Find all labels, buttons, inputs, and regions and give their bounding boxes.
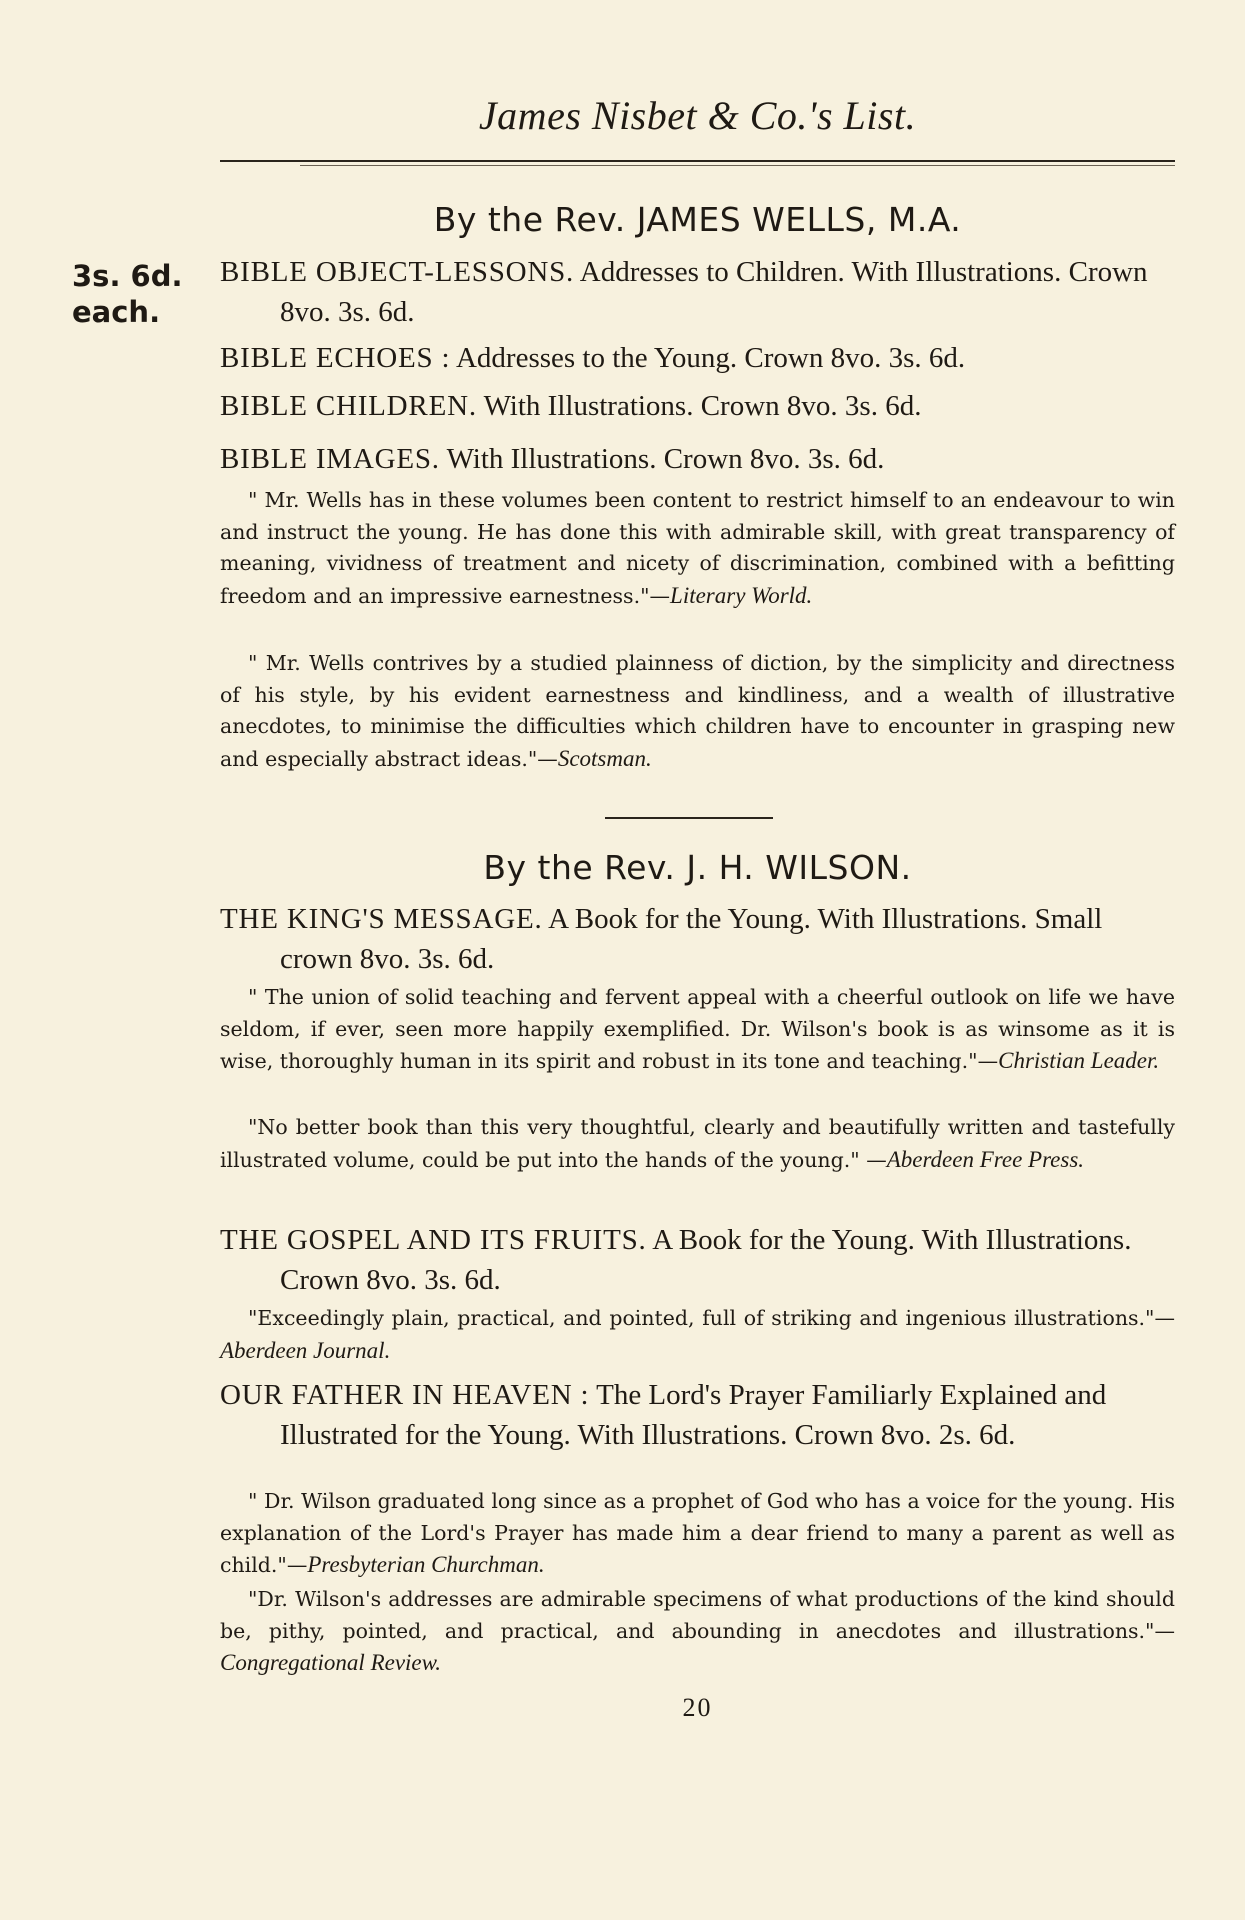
book-title: BIBLE OBJECT-LESSONS.	[220, 256, 575, 288]
margin-price: 3s. 6d.	[72, 259, 183, 293]
book-details: With Illustrations. Crown 8vo. 3s. 6d.	[476, 390, 922, 422]
book-entry	[220, 1375, 1175, 1455]
book-entry	[220, 386, 1175, 426]
quote-text: "Dr. Wilson's addresses are admirable specimens of what productions of the kind should be, pithy, pointed, and practical, and abounding in anecdotes and illustrations."—	[220, 1587, 1175, 1643]
book-details: The Lord's Prayer Familiarly Explained and Illustrated for the Young. With Illustrations. Crown 8vo. 2s. 6d.	[280, 1379, 1107, 1451]
book-entry	[220, 1220, 1175, 1300]
margin-each: each.	[72, 295, 161, 329]
review-quote	[220, 485, 1175, 612]
book-details: Addresses to the Young. Crown 8vo. 3s. 6d.	[450, 342, 966, 374]
wilson-section-heading: By the Rev. J. H. WILSON.	[483, 848, 912, 887]
header-rule	[220, 160, 1175, 162]
book-details: A Book for the Young. With Illustrations. Crown 8vo. 3s. 6d.	[280, 1224, 1132, 1296]
quote-source: Aberdeen Journal.	[220, 1337, 391, 1363]
quote-source: Christian Leader.	[998, 1048, 1160, 1073]
quote-text: "No better book than this very thoughtful, clearly and beautifully written and tastefully illustrated volume, could be put into the hands of the young." —	[220, 1115, 1175, 1172]
review-quote	[220, 648, 1175, 775]
book-title: BIBLE CHILDREN.	[220, 390, 477, 422]
quote-source: Scotsman.	[557, 745, 652, 771]
quote-text: " Mr. Wells contrives by a studied plainness of diction, by the simplicity and directness of his style, by his evident earnestness and kindliness, and a wealth of illustrative anecdotes, to minimise the difficulties which children have to encounter in grasping new and especially abstract ideas."—	[220, 651, 1175, 771]
book-details: Addresses to Children. With Illustrations. Crown 8vo. 3s. 6d.	[280, 256, 1148, 328]
review-quote	[220, 1303, 1175, 1367]
quote-text: " Mr. Wells has in these volumes been content to restrict himself to an endeavour to win and instruct the young. He has done this with admirable skill, with great transparency of meaning, vividness of treatment and nicety of discrimination, combined with a befitting freedom and an impressive earnestness."—	[220, 488, 1175, 608]
book-title: THE GOSPEL AND ITS FRUITS.	[220, 1224, 647, 1256]
quote-source: Literary World.	[670, 582, 813, 608]
book-details: With Illustrations. Crown 8vo. 3s. 6d.	[439, 443, 885, 475]
quote-source: Presbyterian Churchman.	[307, 1552, 545, 1577]
book-entry	[220, 439, 1175, 479]
running-header: James Nisbet & Co.'s List.	[478, 93, 917, 138]
quote-text: " Dr. Wilson graduated long since as a prophet of God who has a voice for the young. His explanation of the Lord's Prayer has made him a dear friend to many a parent as well as child."—	[220, 1489, 1175, 1577]
review-quote	[220, 1486, 1175, 1582]
book-title: BIBLE IMAGES.	[220, 443, 440, 475]
review-quote	[220, 982, 1175, 1078]
review-quote	[220, 1584, 1175, 1680]
wells-section-heading: By the Rev. JAMES WELLS, M.A.	[433, 200, 962, 239]
book-title: BIBLE ECHOES :	[220, 342, 451, 374]
book-entry	[220, 899, 1175, 979]
book-title: THE KING'S MESSAGE.	[220, 903, 543, 935]
book-details: A Book for the Young. With Illustrations. Small crown 8vo. 3s. 6d.	[280, 903, 1103, 975]
book-entry	[220, 252, 1175, 332]
section-divider	[605, 817, 773, 819]
quote-source: Congregational Review.	[220, 1650, 442, 1675]
quote-text: " The union of solid teaching and fervent appeal with a cheerful outlook on life we have seldom, if ever, seen more happily exemplified. Dr. Wilson's book is as winsome as it is wise, thoroughly human in its spirit and robust in its tone and teaching."—	[220, 985, 1175, 1073]
page-number: 20	[682, 1693, 713, 1722]
header-rule-thin	[300, 165, 1175, 166]
book-entry	[220, 338, 1175, 378]
quote-text: "Exceedingly plain, practical, and pointed, full of striking and ingenious illustrations."—	[248, 1306, 1175, 1330]
quote-source: Aberdeen Free Press.	[886, 1146, 1085, 1172]
book-title: OUR FATHER IN HEAVEN :	[220, 1379, 590, 1411]
margin-price-note	[72, 258, 183, 330]
review-quote	[220, 1112, 1175, 1176]
